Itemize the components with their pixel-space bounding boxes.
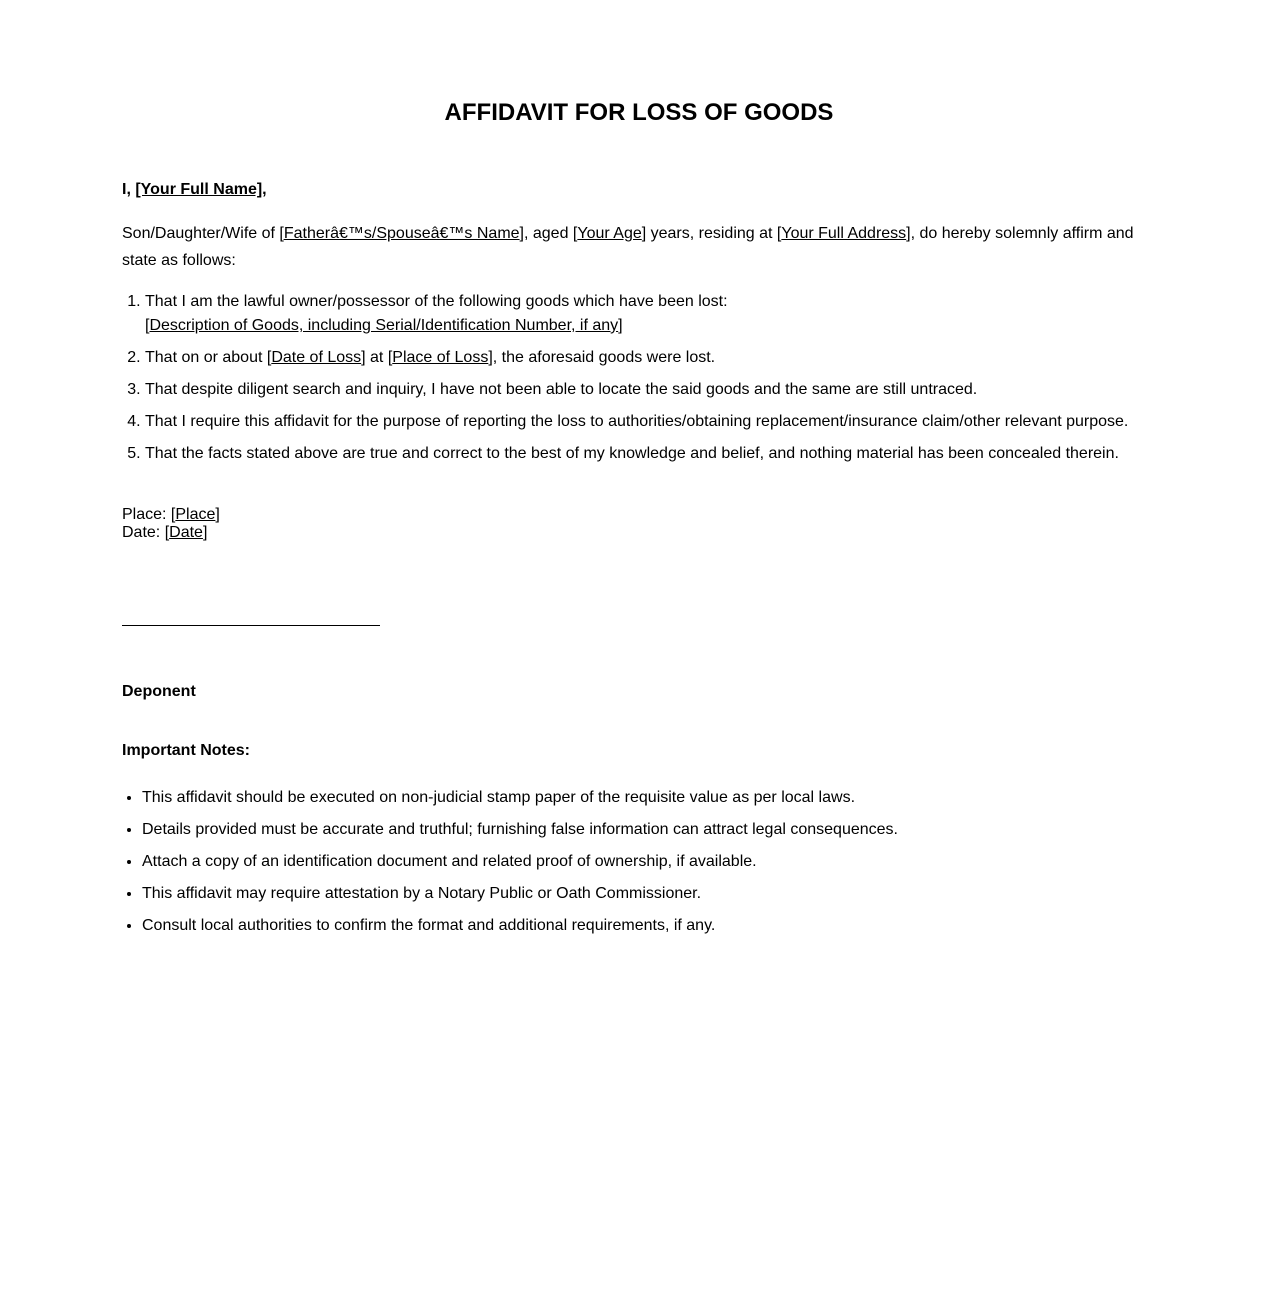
- statement-item: 5. That the facts stated above are true and correct to the best of my knowledge and belief, and nothing material has been concealed therein.: [145, 442, 1185, 466]
- deponent-name-line: [122, 180, 267, 200]
- goods-open: [: [145, 317, 150, 334]
- document-title: AFFIDAVIT FOR LOSS OF GOODS: [444, 99, 834, 126]
- place-of-loss-placeholder: Place of Loss: [392, 349, 489, 366]
- statement-2-text-2: ] at [: [361, 349, 393, 366]
- note-item: • This affidavit may require attestation by a Notary Public or Oath Commissioner.: [142, 882, 1182, 906]
- date-of-loss-placeholder: Date of Loss: [271, 349, 362, 366]
- address-placeholder: Your Full Address: [781, 225, 907, 242]
- intro-paragraph: [122, 220, 1152, 274]
- notes-heading: Important Notes:: [122, 742, 250, 759]
- intro-text-4: ], do hereby solemnly affirm and state as follows:: [122, 225, 1134, 269]
- deponent-label: Deponent: [122, 683, 196, 700]
- place-placeholder: Place: [175, 506, 216, 523]
- date-placeholder: Date: [169, 524, 203, 541]
- date-line: [122, 524, 220, 542]
- note-item: • Attach a copy of an identification document and related proof of ownership, if available.: [142, 850, 1182, 874]
- age-placeholder: Your Age: [577, 225, 642, 242]
- intro-text-3: ] years, residing at [: [641, 225, 782, 242]
- statement-1-text: That I am the lawful owner/possessor of the following goods which have been lost:: [145, 293, 728, 310]
- relation-placeholder-open: [: [279, 225, 284, 242]
- statement-2-text-3: ], the aforesaid goods were lost.: [488, 349, 716, 366]
- note-item: • This affidavit should be executed on non-judicial stamp paper of the requisite value as per local laws.: [142, 786, 1182, 810]
- place-label: Place: [: [122, 506, 176, 523]
- note-item: • Consult local authorities to confirm the format and additional requirements, if any.: [142, 914, 1182, 938]
- relation-placeholder: Fatherâ€™s/Spouseâ€™s Name: [283, 225, 520, 242]
- statement-2-text-1: That on or about [: [145, 349, 272, 366]
- date-label: Date: [: [122, 524, 170, 541]
- date-close: ]: [202, 524, 208, 541]
- statements-list: [122, 290, 1185, 474]
- intro-text-2: ], aged [: [519, 225, 578, 242]
- note-item: • Details provided must be accurate and truthful; furnishing false information can attract legal consequences.: [142, 818, 1182, 842]
- place-line: [122, 506, 220, 524]
- place-close: ]: [215, 506, 220, 523]
- statement-item: [145, 290, 1185, 338]
- deponent-prefix: I,: [122, 181, 136, 198]
- statement-item: [145, 346, 1185, 370]
- full-name-placeholder: [Your Full Name]: [135, 181, 263, 198]
- intro-text-1: Son/Daughter/Wife of: [122, 225, 280, 242]
- notes-list: [122, 786, 1182, 946]
- goods-close: ]: [618, 317, 623, 334]
- goods-description-placeholder: Description of Goods, including Serial/Identification Number, if any: [149, 317, 619, 334]
- statement-item: 4. That I require this affidavit for the purpose of reporting the loss to authorities/obtaining replacement/insurance claim/other relevant purpose.: [145, 410, 1185, 434]
- statement-item: 3. That despite diligent search and inquiry, I have not been able to locate the said goods and the same are still untraced.: [145, 378, 1185, 402]
- deponent-suffix: ,: [262, 181, 267, 198]
- signature-line: [122, 625, 380, 626]
- place-date-block: [122, 506, 220, 542]
